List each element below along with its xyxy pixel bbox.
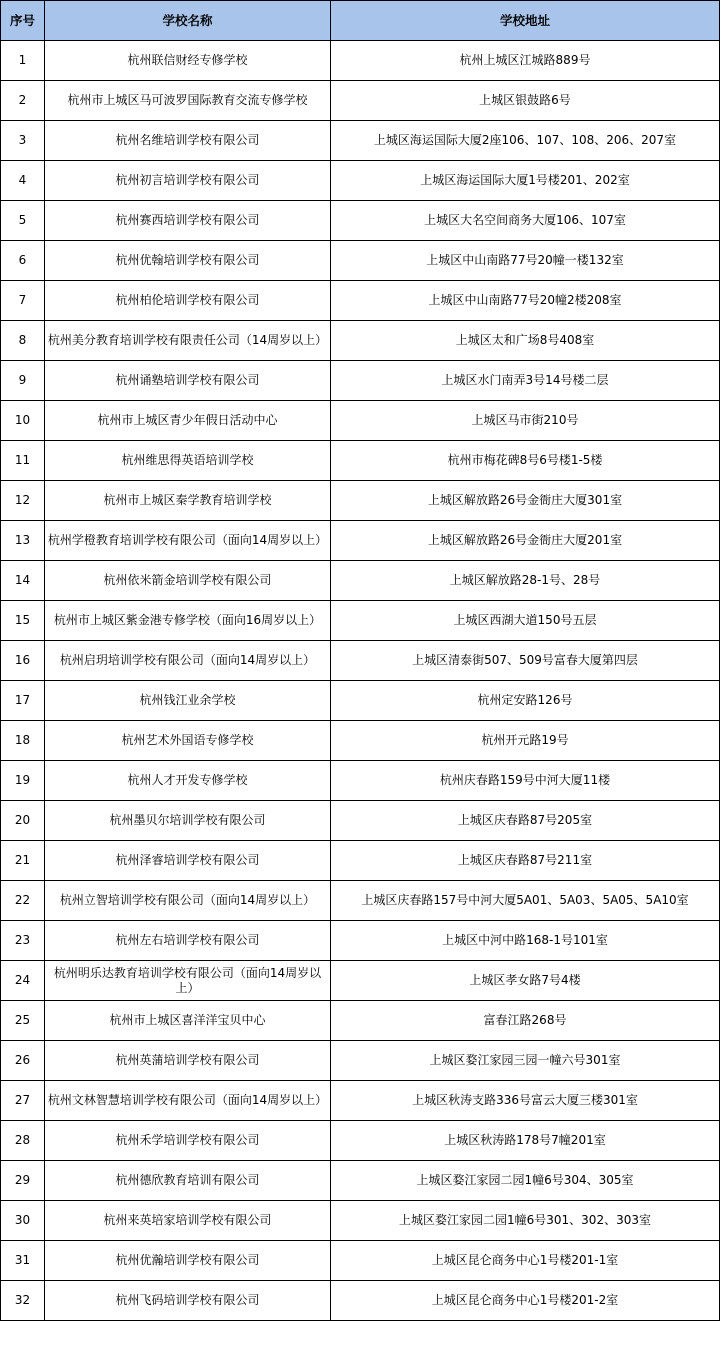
school-address: 上城区太和广场8号408室 <box>331 321 720 361</box>
row-index: 30 <box>1 1201 45 1241</box>
row-index: 22 <box>1 881 45 921</box>
table-row <box>1 921 720 961</box>
row-index: 29 <box>1 1161 45 1201</box>
school-address: 上城区银鼓路6号 <box>331 81 720 121</box>
school-name: 杭州市上城区马可波罗国际教育交流专修学校 <box>45 81 331 121</box>
table-row <box>1 561 720 601</box>
school-address: 杭州开元路19号 <box>331 721 720 761</box>
school-address: 杭州市梅花碑8号6号楼1-5楼 <box>331 441 720 481</box>
school-name: 杭州英蒲培训学校有限公司 <box>45 1041 331 1081</box>
school-address: 上城区庆春路157号中河大厦5A01、5A03、5A05、5A10室 <box>331 881 720 921</box>
row-index: 13 <box>1 521 45 561</box>
table-row <box>1 1001 720 1041</box>
table-row <box>1 801 720 841</box>
table-row <box>1 441 720 481</box>
table-row <box>1 681 720 721</box>
school-name: 杭州市上城区紫金港专修学校（面向16周岁以上） <box>45 601 331 641</box>
school-address: 上城区中河中路168-1号101室 <box>331 921 720 961</box>
row-index: 6 <box>1 241 45 281</box>
school-address: 上城区解放路28-1号、28号 <box>331 561 720 601</box>
school-name: 杭州美分教育培训学校有限责任公司（14周岁以上） <box>45 321 331 361</box>
row-index: 23 <box>1 921 45 961</box>
school-address: 富春江路268号 <box>331 1001 720 1041</box>
header-row <box>1 1 720 41</box>
table-row <box>1 361 720 401</box>
school-address: 上城区秋涛路178号7幢201室 <box>331 1121 720 1161</box>
row-index: 21 <box>1 841 45 881</box>
row-index: 8 <box>1 321 45 361</box>
row-index: 4 <box>1 161 45 201</box>
table-row <box>1 241 720 281</box>
table-row <box>1 1161 720 1201</box>
school-name: 杭州启玥培训学校有限公司（面向14周岁以上） <box>45 641 331 681</box>
school-name: 杭州市上城区秦学教育培训学校 <box>45 481 331 521</box>
table-row <box>1 721 720 761</box>
school-address: 上城区水门南弄3号14号楼二层 <box>331 361 720 401</box>
school-name: 杭州墨贝尔培训学校有限公司 <box>45 801 331 841</box>
school-name: 杭州柏伦培训学校有限公司 <box>45 281 331 321</box>
row-index: 3 <box>1 121 45 161</box>
header-school-address: 学校地址 <box>331 1 720 41</box>
row-index: 17 <box>1 681 45 721</box>
school-name: 杭州飞码培训学校有限公司 <box>45 1281 331 1321</box>
table-row <box>1 481 720 521</box>
table-row <box>1 1041 720 1081</box>
row-index: 18 <box>1 721 45 761</box>
table-row <box>1 121 720 161</box>
school-address: 上城区庆春路87号211室 <box>331 841 720 881</box>
school-address: 上城区清泰街507、509号富春大厦第四层 <box>331 641 720 681</box>
table-row <box>1 641 720 681</box>
school-address: 上城区解放路26号金衙庄大厦301室 <box>331 481 720 521</box>
school-name: 杭州依米箭金培训学校有限公司 <box>45 561 331 601</box>
row-index: 1 <box>1 41 45 81</box>
row-index: 9 <box>1 361 45 401</box>
school-address: 上城区海运国际大厦2座106、107、108、206、207室 <box>331 121 720 161</box>
table-row <box>1 1201 720 1241</box>
table-row <box>1 961 720 1001</box>
school-name: 杭州市上城区喜洋洋宝贝中心 <box>45 1001 331 1041</box>
school-address: 上城区中山南路77号20幢一楼132室 <box>331 241 720 281</box>
table-row <box>1 281 720 321</box>
school-address: 杭州上城区江城路889号 <box>331 41 720 81</box>
school-name: 杭州左右培训学校有限公司 <box>45 921 331 961</box>
school-address: 上城区庆春路87号205室 <box>331 801 720 841</box>
school-name: 杭州名维培训学校有限公司 <box>45 121 331 161</box>
table-row <box>1 761 720 801</box>
header-school-name: 学校名称 <box>45 1 331 41</box>
table-row <box>1 401 720 441</box>
school-name: 杭州禾学培训学校有限公司 <box>45 1121 331 1161</box>
school-address: 上城区孝女路7号4楼 <box>331 961 720 1001</box>
row-index: 32 <box>1 1281 45 1321</box>
school-name: 杭州优瀚培训学校有限公司 <box>45 1241 331 1281</box>
table-row <box>1 161 720 201</box>
school-name: 杭州联信财经专修学校 <box>45 41 331 81</box>
school-address: 杭州庆春路159号中河大厦11楼 <box>331 761 720 801</box>
row-index: 25 <box>1 1001 45 1041</box>
row-index: 24 <box>1 961 45 1001</box>
table-row <box>1 521 720 561</box>
table-row <box>1 1241 720 1281</box>
row-index: 27 <box>1 1081 45 1121</box>
school-name: 杭州明乐达教育培训学校有限公司（面向14周岁以上） <box>45 961 331 1001</box>
school-address: 上城区秋涛支路336号富云大厦三楼301室 <box>331 1081 720 1121</box>
row-index: 2 <box>1 81 45 121</box>
school-name: 杭州学橙教育培训学校有限公司（面向14周岁以上） <box>45 521 331 561</box>
row-index: 7 <box>1 281 45 321</box>
school-address: 上城区马市街210号 <box>331 401 720 441</box>
school-name: 杭州优翰培训学校有限公司 <box>45 241 331 281</box>
row-index: 14 <box>1 561 45 601</box>
school-name: 杭州立智培训学校有限公司（面向14周岁以上） <box>45 881 331 921</box>
school-address: 上城区中山南路77号20幢2楼208室 <box>331 281 720 321</box>
school-name: 杭州来英培家培训学校有限公司 <box>45 1201 331 1241</box>
school-name: 杭州赛西培训学校有限公司 <box>45 201 331 241</box>
row-index: 10 <box>1 401 45 441</box>
table-row <box>1 1121 720 1161</box>
row-index: 19 <box>1 761 45 801</box>
row-index: 28 <box>1 1121 45 1161</box>
header-index: 序号 <box>1 1 45 41</box>
school-address: 上城区昆仑商务中心1号楼201-1室 <box>331 1241 720 1281</box>
school-address: 上城区婺江家园三园一幢六号301室 <box>331 1041 720 1081</box>
school-address: 上城区大名空间商务大厦106、107室 <box>331 201 720 241</box>
school-name: 杭州艺术外国语专修学校 <box>45 721 331 761</box>
table-row <box>1 1081 720 1121</box>
table-row <box>1 601 720 641</box>
school-name: 杭州诵塾培训学校有限公司 <box>45 361 331 401</box>
row-index: 5 <box>1 201 45 241</box>
row-index: 26 <box>1 1041 45 1081</box>
table-row <box>1 81 720 121</box>
row-index: 31 <box>1 1241 45 1281</box>
table-row <box>1 41 720 81</box>
table-row <box>1 1281 720 1321</box>
school-name: 杭州维思得英语培训学校 <box>45 441 331 481</box>
school-name: 杭州文林智慧培训学校有限公司（面向14周岁以上） <box>45 1081 331 1121</box>
school-address: 上城区西湖大道150号五层 <box>331 601 720 641</box>
table-row <box>1 841 720 881</box>
school-address: 上城区婺江家园二园1幢6号304、305室 <box>331 1161 720 1201</box>
row-index: 15 <box>1 601 45 641</box>
table-row <box>1 881 720 921</box>
school-name: 杭州德欣教育培训有限公司 <box>45 1161 331 1201</box>
row-index: 12 <box>1 481 45 521</box>
row-index: 20 <box>1 801 45 841</box>
school-address: 上城区昆仑商务中心1号楼201-2室 <box>331 1281 720 1321</box>
school-name: 杭州钱江业余学校 <box>45 681 331 721</box>
school-name: 杭州市上城区青少年假日活动中心 <box>45 401 331 441</box>
school-address: 上城区海运国际大厦1号楼201、202室 <box>331 161 720 201</box>
table-row <box>1 321 720 361</box>
school-name: 杭州人才开发专修学校 <box>45 761 331 801</box>
school-name: 杭州泽睿培训学校有限公司 <box>45 841 331 881</box>
school-address: 上城区解放路26号金衙庄大厦201室 <box>331 521 720 561</box>
school-address: 上城区婺江家园二园1幢6号301、302、303室 <box>331 1201 720 1241</box>
table-row <box>1 201 720 241</box>
school-address: 杭州定安路126号 <box>331 681 720 721</box>
row-index: 16 <box>1 641 45 681</box>
row-index: 11 <box>1 441 45 481</box>
school-name: 杭州初言培训学校有限公司 <box>45 161 331 201</box>
